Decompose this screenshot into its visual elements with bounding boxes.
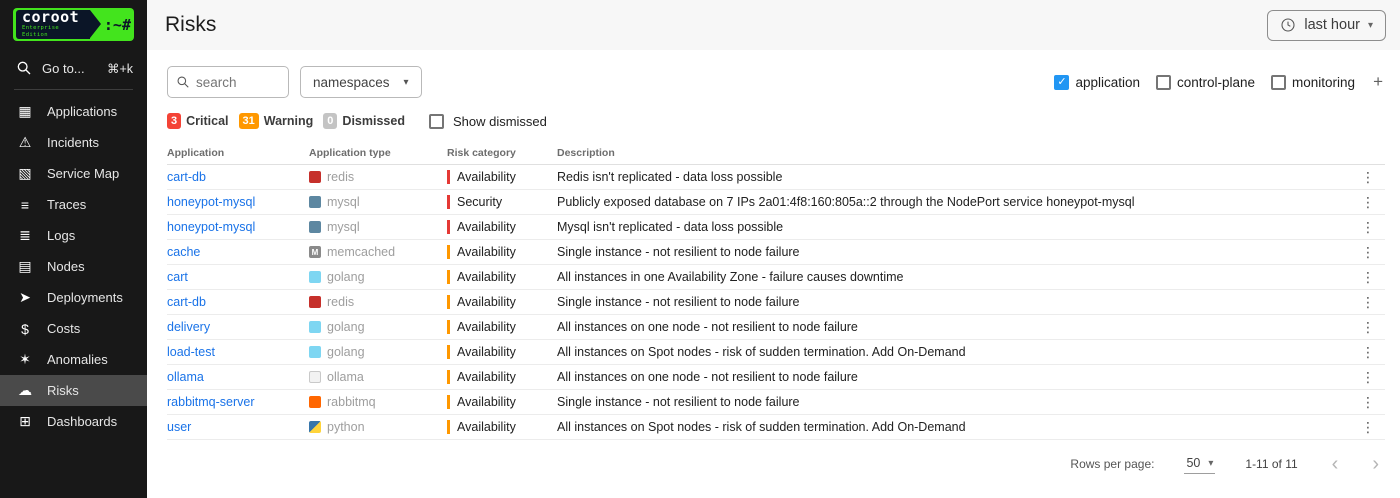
application-link[interactable]: cart-db	[167, 170, 206, 184]
table-row	[167, 215, 1385, 240]
tooltip-term: 2a01:4f8:160:805a::2	[758, 195, 877, 209]
control-plane-checkbox[interactable]	[1156, 75, 1171, 90]
application-type-cell	[309, 395, 447, 409]
table-row	[167, 415, 1385, 440]
summary-row	[167, 113, 1385, 129]
prev-page-button[interactable]: ‹	[1331, 453, 1339, 475]
table-row	[167, 165, 1385, 190]
sidebar-item-label: Traces	[47, 197, 87, 212]
rabbitmq-icon	[309, 396, 321, 408]
sidebar-item-risks[interactable]	[0, 375, 147, 406]
application-type-cell	[309, 270, 447, 284]
table-row	[167, 240, 1385, 265]
risk-category-label: Availability	[457, 370, 516, 384]
risk-category-label: Availability	[457, 170, 516, 184]
logo-edition-text: Enterprise Edition	[22, 25, 60, 38]
goto-search-button[interactable]	[0, 45, 147, 89]
application-link[interactable]: load-test	[167, 345, 215, 359]
application-type-cell	[309, 295, 447, 309]
application-type-label: mysql	[327, 220, 360, 234]
badge-count: 31	[239, 113, 259, 129]
badge-count: 0	[323, 113, 337, 129]
show-dismissed-label: Show dismissed	[452, 113, 547, 129]
row-menu-button[interactable]: ⋮	[1361, 393, 1375, 410]
sidebar-item-costs[interactable]	[0, 313, 147, 344]
logo-prompt-text: :~#	[103, 15, 131, 34]
sidebar-item-label: Dashboards	[47, 414, 118, 429]
sidebar-item-label: Service Map	[47, 166, 120, 181]
sidebar-item-deployments[interactable]	[0, 282, 147, 313]
sidebar-item-label: Nodes	[47, 259, 85, 274]
risk-description: Redis isn't replicated - data loss possible	[557, 170, 783, 184]
filter-label: application	[1075, 74, 1140, 90]
severity-bar-warning	[447, 370, 450, 384]
application-link[interactable]: rabbitmq-server	[167, 395, 255, 409]
sidebar-item-label: Applications	[47, 104, 118, 119]
risk-category-label: Availability	[457, 420, 516, 434]
severity-bar-warning	[447, 320, 450, 334]
sidebar	[0, 0, 147, 498]
col-risk-category: Risk category	[447, 147, 516, 159]
severity-bar-warning	[447, 420, 450, 434]
sidebar-item-label: Deployments	[47, 290, 123, 305]
golang-icon	[309, 271, 321, 283]
sidebar-item-dashboards[interactable]	[0, 406, 147, 437]
risk-category-cell	[447, 395, 557, 409]
application-link[interactable]: honeypot-mysql	[167, 220, 256, 234]
category-filters	[1054, 72, 1385, 92]
risk-category-cell	[447, 170, 557, 184]
cloud-bolt-icon: ☁	[18, 382, 32, 398]
namespaces-dropdown[interactable]	[300, 66, 422, 98]
badge-warning	[239, 113, 314, 129]
application-link[interactable]: delivery	[167, 320, 211, 334]
application-type-label: golang	[327, 345, 365, 359]
chevron-down-icon: ▾	[1208, 457, 1214, 469]
risk-category-label: Availability	[457, 295, 516, 309]
application-type-label: ollama	[327, 370, 364, 384]
application-type-cell	[309, 320, 447, 334]
pagination	[167, 454, 1385, 474]
table-row	[167, 340, 1385, 365]
sidebar-item-label: Logs	[47, 228, 76, 243]
pagination-range: 1-11 of 11	[1245, 457, 1298, 471]
row-menu-button[interactable]: ⋮	[1361, 218, 1375, 235]
severity-bar-warning	[447, 245, 450, 259]
risk-category-label: Availability	[457, 345, 516, 359]
redis-icon	[309, 296, 321, 308]
application-type-label: memcached	[327, 245, 396, 259]
application-link[interactable]: user	[167, 420, 192, 434]
add-category-button[interactable]: +	[1373, 72, 1383, 91]
application-type-cell	[309, 170, 447, 184]
filters-row	[167, 66, 1385, 98]
time-range-label: last hour	[1304, 17, 1360, 33]
sidebar-item-label: Incidents	[47, 135, 100, 150]
table-header-row	[167, 142, 1385, 165]
severity-bar-critical	[447, 220, 450, 234]
severity-bar-warning	[447, 270, 450, 284]
row-menu-button[interactable]: ⋮	[1361, 268, 1375, 285]
sidebar-item-traces[interactable]	[0, 189, 147, 220]
ollama-icon	[309, 371, 321, 383]
application-type-cell	[309, 220, 447, 234]
risk-description: Single instance - not resilient to node failure	[557, 295, 800, 309]
mysql-icon	[309, 196, 321, 208]
row-menu-button[interactable]: ⋮	[1361, 318, 1375, 335]
chevron-down-icon: ▾	[1367, 19, 1373, 31]
risk-description: Single instance - not resilient to node failure	[557, 395, 800, 409]
risk-description: All instances on Spot nodes - risk of sudden termination. Add On-Demand	[557, 345, 966, 359]
severity-badges	[167, 113, 415, 129]
risk-description: Publicly exposed database on 7 IPs 2a01:4f8:160:805a::2 through the NodePort service honeypot-mysql	[557, 195, 1135, 209]
search-input[interactable]	[196, 75, 280, 90]
table-row	[167, 190, 1385, 215]
risk-category-cell	[447, 270, 557, 284]
badge-count: 3	[167, 113, 181, 129]
risk-category-label: Availability	[457, 245, 516, 259]
badge-label: Warning	[263, 114, 314, 128]
search-icon	[16, 60, 32, 76]
sidebar-item-label: Anomalies	[47, 352, 108, 367]
severity-bar-warning	[447, 295, 450, 309]
sidebar-item-applications[interactable]	[0, 96, 147, 127]
severity-bar-warning	[447, 395, 450, 409]
show-dismissed-toggle[interactable]	[429, 114, 547, 129]
risk-description: Single instance - not resilient to node failure	[557, 245, 800, 259]
coroot-logo[interactable]	[13, 8, 134, 41]
risk-category-cell	[447, 370, 557, 384]
risks-table	[167, 142, 1385, 440]
sidebar-item-label: Costs	[47, 321, 81, 336]
risk-category-cell	[447, 220, 557, 234]
risk-category-cell	[447, 345, 557, 359]
golang-icon	[309, 346, 321, 358]
rows-per-page-value: 50	[1186, 456, 1201, 470]
table-row	[167, 390, 1385, 415]
next-page-button[interactable]: ›	[1372, 453, 1379, 475]
risk-category-label: Security	[457, 195, 503, 209]
page-title: Risks	[165, 13, 217, 36]
application-type-cell	[309, 370, 447, 384]
mysql-icon	[309, 221, 321, 233]
badge-label: Critical	[186, 114, 229, 128]
application-type-label: rabbitmq	[327, 395, 376, 409]
application-type-cell	[309, 420, 447, 434]
application-link[interactable]: honeypot-mysql	[167, 195, 256, 209]
pagination-controls	[1332, 454, 1379, 474]
content	[147, 50, 1400, 498]
severity-bar-warning	[447, 345, 450, 359]
main-area	[147, 0, 1400, 498]
golang-icon	[309, 321, 321, 333]
col-application-type: Application type	[309, 147, 391, 159]
dollar-icon: $	[21, 320, 29, 337]
anomalies-icon: ✶	[19, 351, 31, 367]
risk-category-cell	[447, 320, 557, 334]
badge-critical	[167, 113, 229, 129]
application-type-label: redis	[327, 170, 355, 184]
row-menu-button[interactable]: ⋮	[1361, 193, 1375, 210]
application-type-cell	[309, 245, 447, 259]
search-icon	[176, 75, 190, 89]
application-link[interactable]: cache	[167, 245, 201, 259]
risk-category-cell	[447, 420, 557, 434]
memcached-icon: M	[309, 246, 321, 258]
filter-label: control-plane	[1176, 74, 1256, 90]
rocket-icon: ➤	[19, 289, 31, 305]
logs-icon: ≣	[19, 227, 31, 243]
application-type-label: golang	[327, 320, 365, 334]
clock-icon	[1280, 17, 1296, 33]
sidebar-item-nodes[interactable]	[0, 251, 147, 282]
badge-label: Dismissed	[342, 114, 405, 128]
row-menu-button[interactable]: ⋮	[1361, 168, 1375, 185]
sidebar-divider	[14, 89, 133, 90]
sidebar-item-service-map[interactable]	[0, 158, 147, 189]
risk-category-label: Availability	[457, 320, 516, 334]
risk-category-label: Availability	[457, 270, 516, 284]
sidebar-nav	[0, 96, 147, 437]
risk-description: Mysql isn't replicated - data loss possible	[557, 220, 784, 234]
table-row	[167, 365, 1385, 390]
severity-bar-critical	[447, 195, 450, 209]
topbar	[147, 0, 1400, 50]
risk-category-label: Availability	[457, 220, 516, 234]
application-type-label: redis	[327, 295, 355, 309]
risk-category-cell	[447, 295, 557, 309]
application-link[interactable]: cart	[167, 270, 188, 284]
risk-category-label: Availability	[457, 395, 516, 409]
sidebar-item-anomalies[interactable]	[0, 344, 147, 375]
dashboard-icon: ⊞	[19, 413, 31, 429]
sidebar-item-label: Risks	[47, 383, 79, 398]
severity-bar-critical	[447, 170, 450, 184]
sidebar-item-logs[interactable]	[0, 220, 147, 251]
badge-dismissed	[323, 113, 405, 129]
tooltip-term: honeypot-mysql	[1046, 195, 1135, 209]
traces-icon: ≡	[20, 196, 30, 213]
application-type-cell	[309, 195, 447, 209]
col-application: Application	[167, 147, 225, 159]
row-menu-button[interactable]: ⋮	[1361, 293, 1375, 310]
redis-icon	[309, 171, 321, 183]
application-type-label: golang	[327, 270, 365, 284]
row-menu-button[interactable]: ⋮	[1361, 418, 1375, 435]
filter-application[interactable]	[1054, 75, 1140, 90]
grid-icon: ▦	[18, 103, 32, 119]
map-icon: ▧	[18, 165, 32, 181]
application-type-label: python	[327, 420, 365, 434]
goto-shortcut: ⌘+k	[106, 61, 133, 76]
goto-label: Go to...	[42, 60, 85, 76]
time-range-button[interactable]	[1267, 10, 1386, 41]
risk-category-cell	[447, 195, 557, 209]
application-link[interactable]: cart-db	[167, 295, 206, 309]
application-link[interactable]: ollama	[167, 370, 204, 384]
row-menu-button[interactable]: ⋮	[1361, 368, 1375, 385]
risk-description: All instances on one node - not resilient to node failure	[557, 370, 858, 384]
table-row	[167, 290, 1385, 315]
table-body	[167, 165, 1385, 440]
rows-per-page-select[interactable]	[1184, 454, 1215, 474]
table-row	[167, 315, 1385, 340]
show-dismissed-checkbox[interactable]	[429, 114, 444, 129]
application-type-label: mysql	[327, 195, 360, 209]
monitoring-checkbox[interactable]	[1271, 75, 1286, 90]
risk-category-cell	[447, 245, 557, 259]
chevron-down-icon: ▾	[403, 76, 409, 88]
row-menu-button[interactable]: ⋮	[1361, 343, 1375, 360]
filter-label: monitoring	[1292, 74, 1356, 90]
filter-control-plane[interactable]	[1156, 75, 1255, 90]
warning-triangle-icon: ⚠	[18, 134, 32, 150]
risk-description: All instances in one Availability Zone - failure causes downtime	[557, 270, 904, 284]
logo-brand-text: coroot	[22, 8, 80, 26]
search-box	[167, 66, 289, 98]
filter-monitoring[interactable]	[1271, 75, 1355, 90]
application-checkbox[interactable]: ✓	[1054, 75, 1069, 90]
sidebar-item-incidents[interactable]	[0, 127, 147, 158]
python-icon	[309, 421, 321, 433]
risk-description: All instances on one node - not resilient to node failure	[557, 320, 858, 334]
namespaces-label: namespaces	[313, 74, 390, 90]
row-menu-button[interactable]: ⋮	[1361, 243, 1375, 260]
rows-per-page-label: Rows per page:	[1070, 457, 1155, 471]
nodes-icon: ▤	[18, 258, 32, 274]
col-description: Description	[557, 147, 615, 159]
application-type-cell	[309, 345, 447, 359]
risk-description: All instances on Spot nodes - risk of sudden termination. Add On-Demand	[557, 420, 966, 434]
table-row	[167, 265, 1385, 290]
